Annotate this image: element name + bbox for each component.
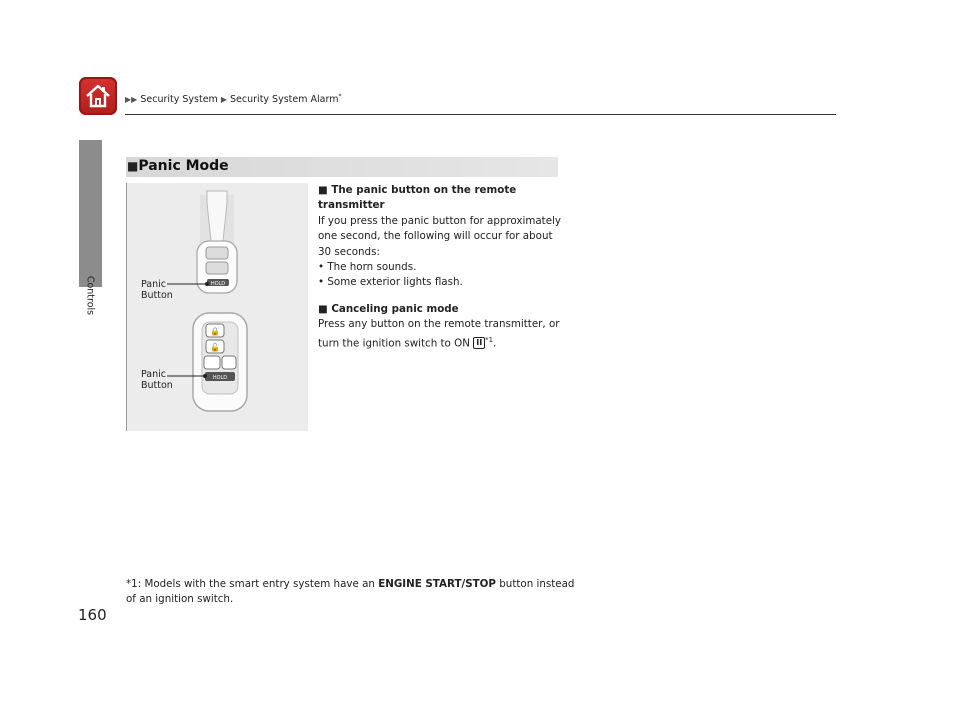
paragraph: Press any button on the remote transmitter, or turn the ignition switch to ON II $^{*1}$. (318, 318, 560, 350)
footnote-marker: *1: (126, 578, 142, 590)
svg-text:🔓: 🔓 (210, 343, 220, 352)
page-number: 160 (78, 606, 107, 624)
callout-line: Panic (141, 369, 167, 380)
breadcrumb-arrow-icon: ▶▶ (125, 95, 138, 105)
subsection-heading: ■ Canceling panic mode (318, 302, 459, 315)
breadcrumb-arrow-icon: ▶ (220, 95, 227, 105)
bullet-item: • Some exterior lights flash. (318, 276, 463, 289)
home-button[interactable] (79, 77, 117, 115)
section-title (127, 158, 229, 174)
square-bullet-icon: ■ (318, 184, 332, 196)
breadcrumb (125, 93, 341, 105)
remote-illustration (127, 183, 308, 431)
callout-line: Button (141, 290, 173, 301)
breadcrumb-marker: * (338, 93, 342, 100)
sidebar-label: Controls (84, 275, 96, 316)
callout-line: Button (141, 380, 173, 391)
section-title-text: Panic Mode (138, 158, 229, 174)
panic-button-callout-2 (141, 369, 173, 391)
footnote-bold: ENGINE START/STOP (378, 578, 496, 590)
svg-text:HOLD: HOLD (212, 375, 228, 381)
square-bullet-icon: ■ (127, 159, 139, 173)
home-icon (84, 82, 112, 110)
ignition-on-icon: II (473, 337, 485, 349)
svg-text:HOLD: HOLD (210, 281, 226, 287)
remote-figure (126, 183, 308, 431)
breadcrumb-level1[interactable]: Security System (140, 94, 218, 106)
footnote-ref[interactable]: *1 (485, 335, 494, 344)
footnote (126, 577, 576, 608)
subsection-heading: ■ The panic button on the remote transmitter (318, 184, 517, 212)
bullet-item: • The horn sounds. (318, 261, 417, 274)
main-content (318, 183, 563, 351)
square-bullet-icon: ■ (318, 302, 332, 315)
callout-line: Panic (141, 279, 167, 290)
svg-text:🔒: 🔒 (210, 327, 220, 336)
footnote-text: button instead of an ignition switch. (126, 578, 575, 606)
paragraph: If you press the panic button for approximately one second, the following will occur for about 30 seconds: (318, 214, 562, 258)
header-rule (125, 114, 836, 115)
footnote-text: Models with the smart entry system have an (144, 578, 375, 590)
panic-button-callout-1 (141, 279, 173, 301)
breadcrumb-level2[interactable]: Security System Alarm (230, 94, 339, 106)
